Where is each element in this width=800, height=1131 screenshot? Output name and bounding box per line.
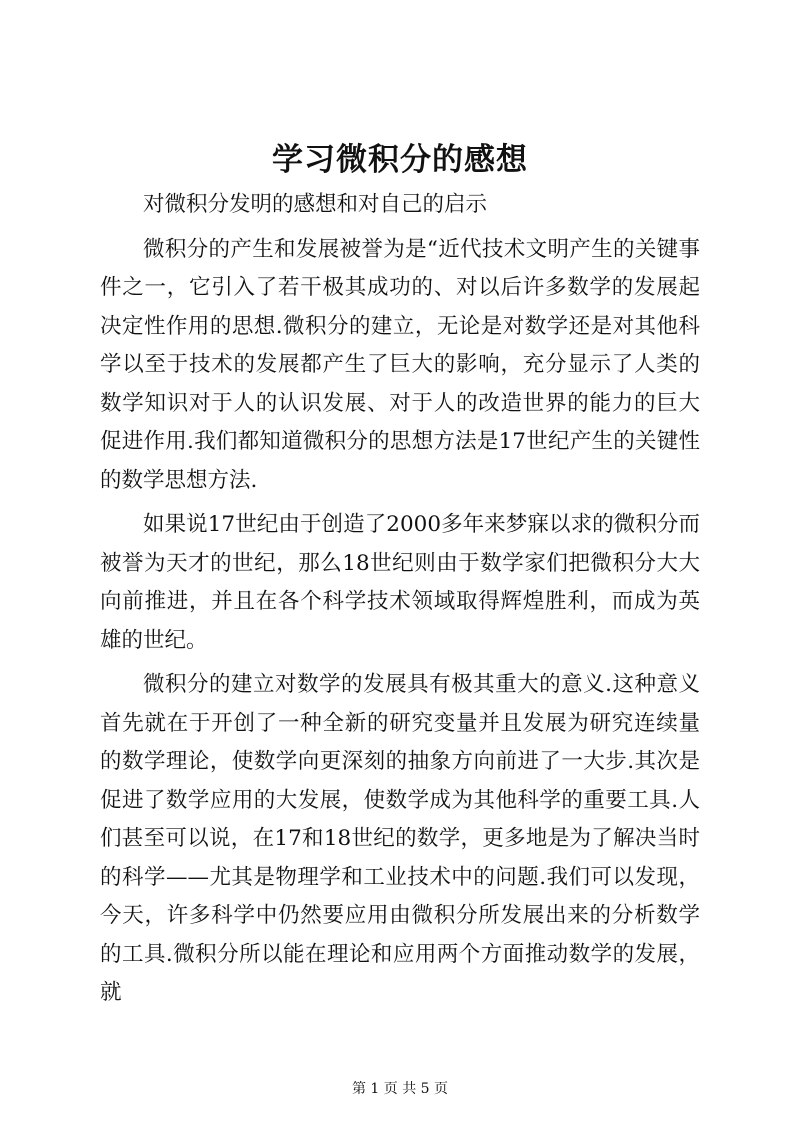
- document-body: [100, 186, 700, 1013]
- page-footer: 第 1 页 共 5 页: [351, 1081, 449, 1097]
- page-title: 学习微积分的感想: [272, 142, 528, 178]
- subtitle: 对微积分发明的感想和对自己的启示: [143, 192, 488, 217]
- paragraph-3: 微积分的建立对数学的发展具有极其重大的意义.这种意义首先就在于开创了一种全新的研究变量并且发展为研究连续量的数学理论，使数学向更深刻的抽象方向前进了一大步.其次是促进了数学应用的大发展，使数学成为其他科学的重要工具.人们甚至可以说，在17和18世纪的数学，更多地是为了解决当时的科学——尤其是物理学和工业技术中的问题.我们可以发现，今天，许多科学中仍然要应用由微积分所发展出来的分析数学的工具.微积分所以能在理论和应用两个方面推动数学的发展，就: [100, 672, 700, 1005]
- paragraph-1: 微积分的产生和发展被誉为是“近代技术文明产生的关键事件之一，它引入了若干极其成功的、对以后许多数学的发展起决定性作用的思想.微积分的建立，无论是对数学还是对其他科学以至于技术的发展都产生了巨大的影响，充分显示了人类的数学知识对于人的认识发展、对于人的改造世界的能力的巨大促进作用.我们都知道微积分的思想方法是17世纪产生的关键性的数学思想方法.: [100, 236, 700, 493]
- paragraph-2: 如果说17世纪由于创造了2000多年来梦寐以求的微积分而被誉为天才的世纪，那么18世纪则由于数学家们把微积分大大向前推进，并且在各个科学技术领域取得辉煌胜利，而成为英雄的世纪。: [100, 512, 700, 653]
